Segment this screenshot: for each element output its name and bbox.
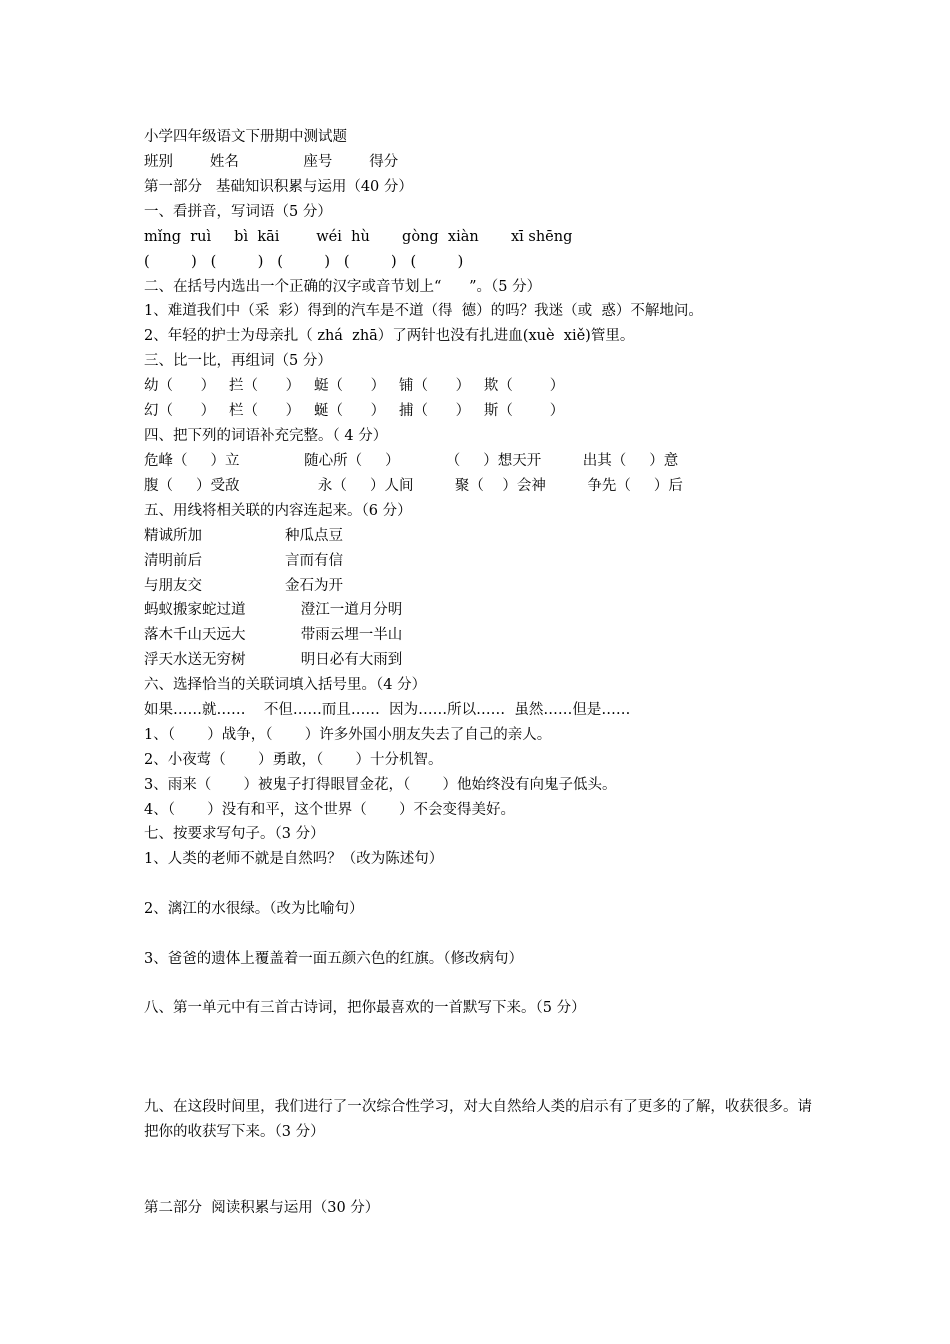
q5-row: 浮天水送无穷树 明日必有大雨到: [144, 652, 403, 668]
q5-heading: 五、用线将相关联的内容连起来。（6 分）: [144, 503, 412, 519]
q9-paragraph: 九、在这段时间里，我们进行了一次综合性学习，对大自然给人类的启示有了更多的了解，收获很多。请把你的收获写下来。（3 分）: [144, 1099, 812, 1140]
exam-title: 小学四年级语文下册期中测试题: [144, 129, 347, 145]
q3-row: 幼（ ） 拦（ ） 蜓（ ） 铺（ ） 欺（ ）: [144, 378, 565, 394]
q6-item: 4、（ ）没有和平，这个世界（ ）不会变得美好。: [144, 802, 516, 818]
q6-heading: 六、选择恰当的关联词填入括号里。（4 分）: [144, 677, 427, 693]
q2-item: 2、年轻的护士为母亲扎（ zhá zhā）了两针也没有扎进血(xuè xiě)管里。: [144, 328, 635, 344]
q3-heading: 三、比一比，再组词（5 分）: [144, 353, 332, 369]
q1-pinyin-row: mǐng ruì bì kāi wéi hù gòng xiàn xī shēng: [144, 229, 573, 245]
q5-row: 精诚所加 种瓜点豆: [144, 528, 343, 544]
q8-heading: 八、第一单元中有三首古诗词，把你最喜欢的一首默写下来。（5 分）: [144, 1000, 586, 1016]
q6-options: 如果……就…… 不但……而且…… 因为……所以…… 虽然……但是……: [144, 702, 631, 718]
q7-item: 3、爸爸的遗体上覆盖着一面五颜六色的红旗。（修改病句）: [144, 951, 523, 967]
q7-heading: 七、按要求写句子。（3 分）: [144, 826, 325, 842]
q5-row: 与朋友交 金石为开: [144, 578, 343, 594]
part2-heading: 第二部分 阅读积累与运用（30 分）: [144, 1200, 380, 1216]
q1-heading: 一、看拼音，写词语（5 分）: [144, 204, 332, 220]
q4-heading: 四、把下列的词语补充完整。（ 4 分）: [144, 428, 388, 444]
q4-row: 危峰（ ）立 随心所（ ） （ ）想天开 出其（ ）意: [144, 453, 679, 469]
part1-heading: 第一部分 基础知识积累与运用（40 分）: [144, 179, 413, 195]
q6-item: 1、（ ）战争，（ ）许多外国小朋友失去了自己的亲人。: [144, 727, 552, 743]
q1-answer-blanks: ( ) ( ) ( ) ( ) ( ): [144, 254, 464, 270]
q5-row: 清明前后 言而有信: [144, 553, 343, 569]
q4-row: 腹（ ）受敌 永（ ）人间 聚（ ）会神 争先（ ）后: [144, 478, 683, 494]
student-info-line: 班别 姓名 座号 得分: [144, 154, 399, 170]
q2-item: 1、难道我们中（采 彩）得到的汽车是不道（得 德）的吗？我迷（或 惑）不解地问。: [144, 303, 703, 319]
q3-row: 幻（ ） 栏（ ） 蜒（ ） 捕（ ） 斯（ ）: [144, 403, 565, 419]
q6-item: 2、小夜莺（ ）勇敢，（ ）十分机智。: [144, 752, 443, 768]
q6-item: 3、雨来（ ）被鬼子打得眼冒金花，（ ）他始终没有向鬼子低头。: [144, 777, 617, 793]
q7-item: 1、人类的老师不就是自然吗？（改为陈述句）: [144, 851, 444, 867]
q5-row: 落木千山天远大 带雨云埋一半山: [144, 627, 403, 643]
q7-item: 2、漓江的水很绿。（改为比喻句）: [144, 901, 364, 917]
q5-row: 蚂蚁搬家蛇过道 澄江一道月分明: [144, 602, 403, 618]
q2-heading: 二、在括号内选出一个正确的汉字或音节划上“ ”。（5 分）: [144, 279, 542, 295]
